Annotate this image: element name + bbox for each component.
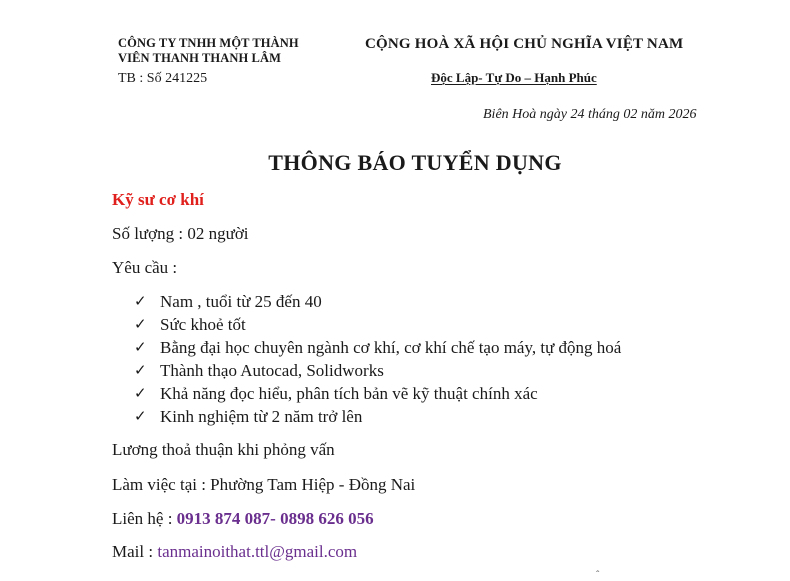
check-icon: ✓ (134, 361, 147, 379)
location-line: Làm việc tại : Phường Tam Hiệp - Đồng Nai (112, 475, 416, 494)
requirement-text: Khả năng đọc hiểu, phân tích bản vẽ kỹ thuật chính xác (160, 384, 538, 403)
requirements-list (134, 290, 621, 428)
notice-number: TB : Số 241225 (118, 71, 208, 86)
national-motto: Độc Lập- Tự Do – Hạnh Phúc (431, 70, 597, 85)
mail-line (112, 542, 357, 562)
company-name-line-2: VIÊN THANH THANH LÂM (118, 51, 282, 65)
contact-phone[interactable]: 0913 874 087- 0898 626 056 (176, 509, 374, 528)
requirement-item (134, 290, 621, 313)
requirement-text: Thành thạo Autocad, Solidworks (160, 361, 384, 380)
requirement-item (134, 405, 621, 428)
requirement-item (134, 382, 621, 405)
quantity-line: Số lượng : 02 người (112, 224, 249, 243)
check-icon: ✓ (134, 338, 147, 356)
contact-label: Liên hệ : (112, 509, 177, 528)
salary-line: Lương thoả thuận khi phỏng vấn (112, 440, 335, 459)
check-icon: ✓ (134, 292, 147, 310)
requirement-text: Kinh nghiệm từ 2 năm trở lên (160, 407, 363, 426)
job-position: Kỹ sư cơ khí (112, 190, 204, 209)
requirements-label: Yêu cầu : (112, 258, 178, 277)
mail-label: Mail : (112, 542, 158, 561)
company-name-line-1: CÔNG TY TNHH MỘT THÀNH (118, 36, 299, 50)
date-line: Biên Hoà ngày 24 tháng 02 năm 2026 (483, 107, 697, 122)
company-name (118, 36, 299, 66)
check-icon: ✓ (134, 407, 147, 425)
requirement-text: Nam , tuổi từ 25 đến 40 (160, 292, 322, 311)
stray-mark: ˆ (596, 570, 600, 581)
check-icon: ✓ (134, 315, 147, 333)
requirement-item (134, 336, 621, 359)
check-icon: ✓ (134, 384, 147, 402)
mail-address[interactable]: tanmainoithat.ttl@gmail.com (157, 542, 358, 561)
requirement-item (134, 313, 621, 336)
national-title: CỘNG HOÀ XÃ HỘI CHỦ NGHĨA VIỆT NAM (365, 36, 684, 52)
contact-line (112, 509, 374, 529)
document-title: THÔNG BÁO TUYỂN DỤNG (268, 150, 562, 175)
requirement-item (134, 359, 621, 382)
requirement-text: Bằng đại học chuyên ngành cơ khí, cơ khí chế tạo máy, tự động hoá (160, 338, 622, 357)
requirement-text: Sức khoẻ tốt (160, 315, 246, 334)
